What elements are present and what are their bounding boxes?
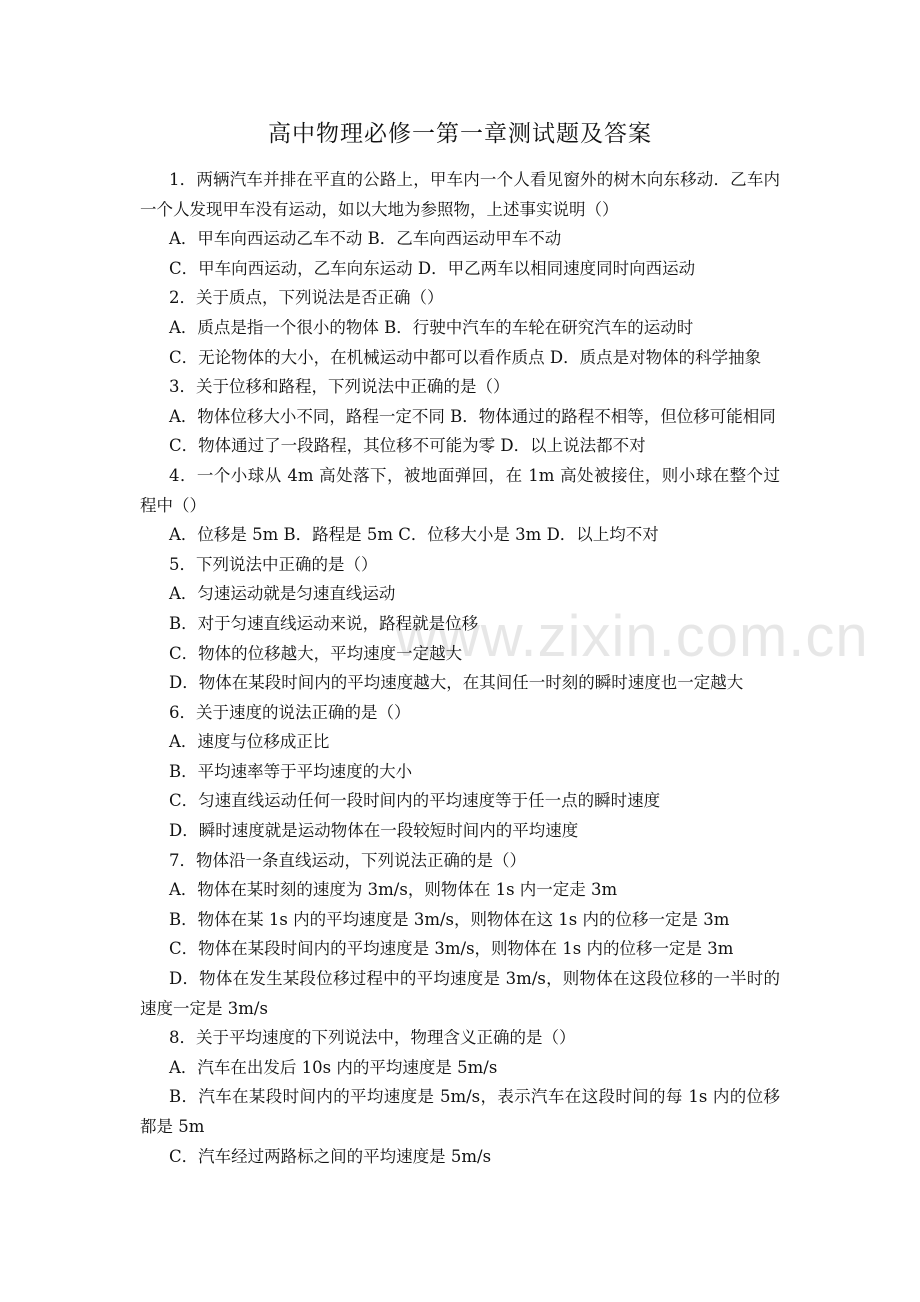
paragraph-q8-option-c: C．汽车经过两路标之间的平均速度是 5m/s [169, 1146, 492, 1166]
paragraph-q6-option-d: D．瞬时速度就是运动物体在一段较短时间内的平均速度 [169, 821, 579, 841]
paragraph-q4-options: A．位移是 5m B．路程是 5m C．位移大小是 3m D．以上均不对 [169, 525, 659, 545]
paragraph-q1: 1．两辆汽车并排在平直的公路上，甲车内一个人看见窗外的树木向东移动．乙车内一个人发现甲车没有运动，如以大地为参照物，上述事实说明（） [140, 170, 780, 219]
paragraph-q7-option-a: A．物体在某时刻的速度为 3m/s，则物体在 1s 内一定走 3m [169, 880, 618, 900]
paragraph-q5: 5．下列说法中正确的是（） [169, 554, 378, 574]
paragraph-q6-option-b: B．平均速率等于平均速度的大小 [169, 761, 413, 781]
paragraph-q6-option-c: C．匀速直线运动任何一段时间内的平均速度等于任一点的瞬时速度 [169, 791, 661, 811]
paragraph-q8-option-b: B．汽车在某段时间内的平均速度是 5m/s，表示汽车在这段时间的每 1s 内的位移都是 5m [140, 1087, 780, 1136]
document-title: 高中物理必修一第一章测试题及答案 [268, 121, 652, 147]
paragraph-q6: 6．关于速度的说法正确的是（） [169, 702, 411, 722]
paragraph-q3: 3．关于位移和路程，下列说法中正确的是（） [169, 377, 510, 397]
paragraph-q7-option-c: C．物体在某段时间内的平均速度是 3m/s，则物体在 1s 内的位移一定是 3m [169, 939, 734, 959]
paragraph-q3-options-cd: C．物体通过了一段路程，其位移不可能为零 D．以上说法都不对 [169, 436, 646, 456]
paragraph-q6-option-a: A．速度与位移成正比 [169, 732, 330, 752]
paragraph-q5-option-c: C．物体的位移越大，平均速度一定越大 [169, 643, 463, 663]
paragraph-q5-option-b: B．对于匀速直线运动来说，路程就是位移 [169, 613, 479, 633]
paragraph-q8: 8．关于平均速度的下列说法中，物理含义正确的是（） [169, 1028, 576, 1048]
paragraph-q5-option-a: A．匀速运动就是匀速直线运动 [169, 584, 396, 604]
paragraph-q5-option-d: D．物体在某段时间内的平均速度越大，在其间任一时刻的瞬时速度也一定越大 [169, 673, 744, 693]
paragraph-q3-options-ab: A．物体位移大小不同，路程一定不同 B．物体通过的路程不相等，但位移可能相同 [169, 406, 776, 426]
paragraph-q8-option-a: A．汽车在出发后 10s 内的平均速度是 5m/s [169, 1057, 498, 1077]
watermark-text: www.zixin.com.cn [395, 604, 869, 669]
document-body [140, 165, 780, 1171]
paragraph-q7-option-d: D．物体在发生某段位移过程中的平均速度是 3m/s，则物体在这段位移的一半时的速度一定是 3m/s [140, 969, 780, 1018]
paragraph-q1-options-ab: A．甲车向西运动乙车不动 B．乙车向西运动甲车不动 [169, 229, 562, 249]
paragraph-q2-options-cd: C．无论物体的大小，在机械运动中都可以看作质点 D．质点是对物体的科学抽象 [169, 347, 762, 367]
paragraph-q2: 2．关于质点，下列说法是否正确（） [169, 288, 444, 308]
paragraph-q4: 4．一个小球从 4m 高处落下，被地面弹回，在 1m 高处被接住，则小球在整个过程中（） [140, 465, 780, 515]
paragraph-q1-options-cd: C．甲车向西运动，乙车向东运动 D．甲乙两车以相同速度同时向西运动 [169, 258, 696, 278]
paragraph-q7-option-b: B．物体在某 1s 内的平均速度是 3m/s，则物体在这 1s 内的位移一定是 3m [169, 909, 730, 929]
paragraph-q2-options-ab: A．质点是指一个很小的物体 B．行驶中汽车的车轮在研究汽车的运动时 [169, 317, 694, 337]
paragraph-q7: 7．物体沿一条直线运动，下列说法正确的是（） [169, 850, 526, 870]
